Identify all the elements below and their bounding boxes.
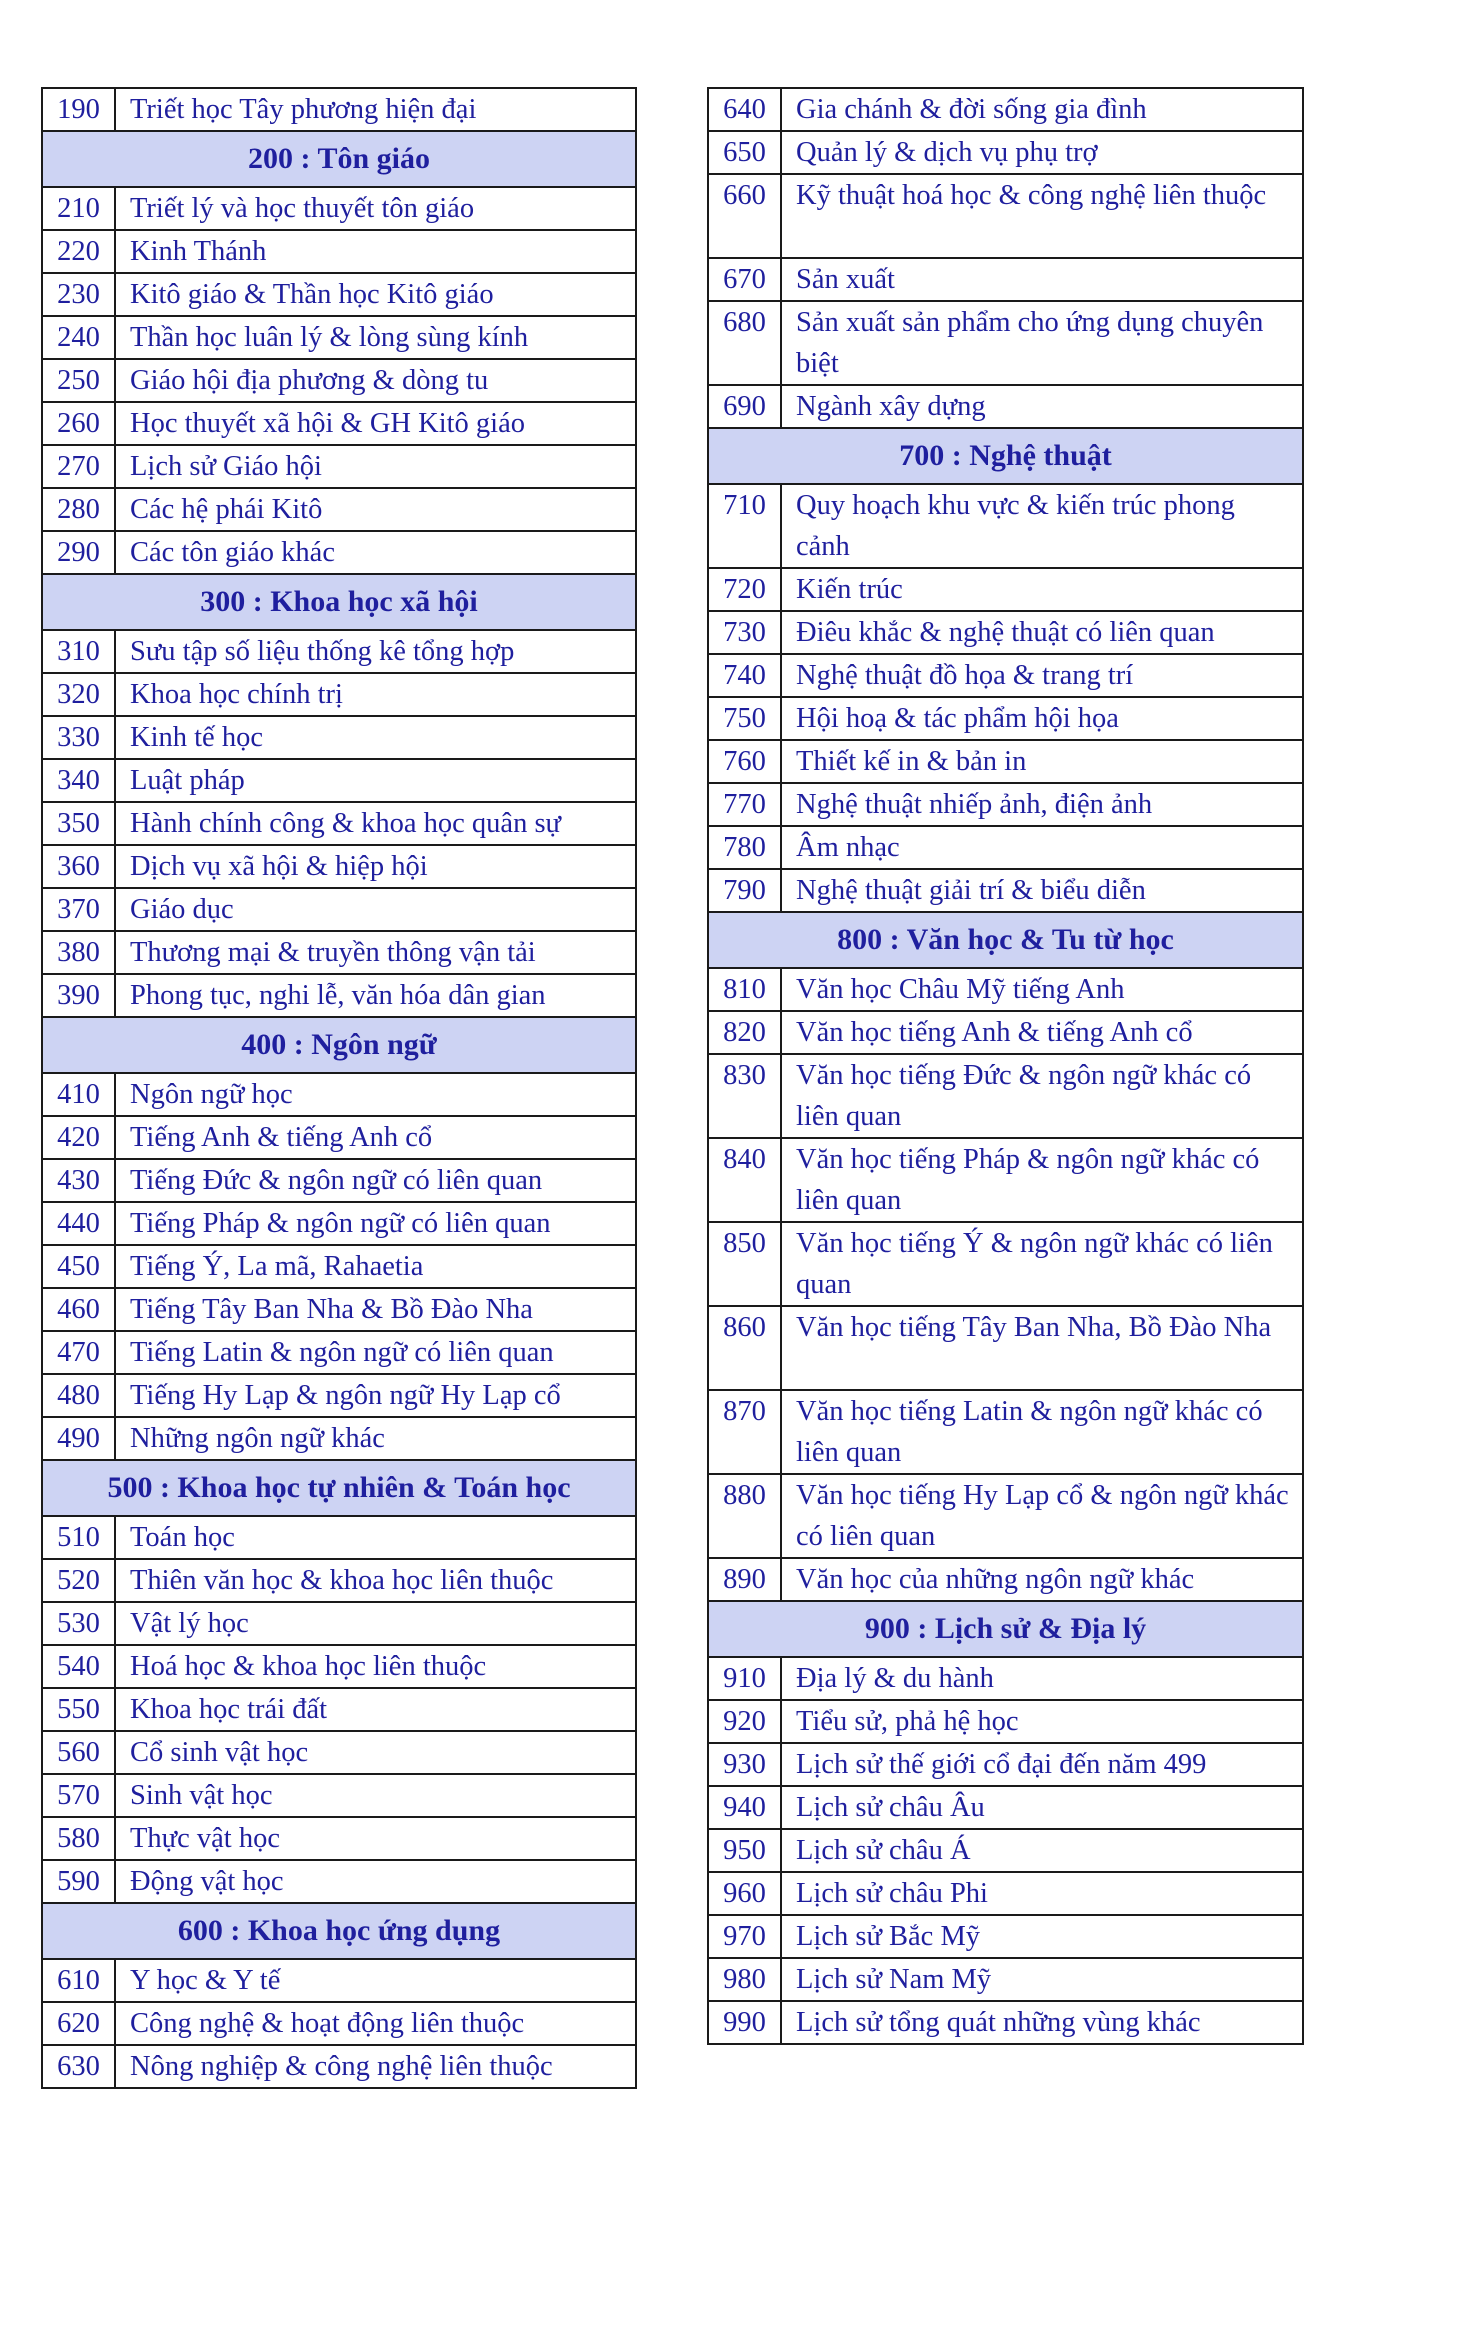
class-code: 320 [42,673,115,716]
class-code: 840 [708,1138,781,1222]
class-label: Lịch sử Bắc Mỹ [781,1915,1303,1958]
left-classification-table [41,87,637,2089]
classification-row [708,1657,1303,1700]
class-code: 380 [42,931,115,974]
classification-row [708,1915,1303,1958]
classification-row [42,888,636,931]
class-code: 890 [708,1558,781,1601]
class-code: 330 [42,716,115,759]
class-label: Âm nhạc [781,826,1303,869]
class-code: 450 [42,1245,115,1288]
class-label: Thực vật học [115,1817,636,1860]
class-code: 210 [42,187,115,230]
classification-row [708,740,1303,783]
class-label: Thương mại & truyền thông vận tải [115,931,636,974]
class-label: Sản xuất [781,258,1303,301]
class-label: Văn học tiếng Hy Lạp cổ & ngôn ngữ khác có liên quan [781,1474,1303,1558]
class-code: 710 [708,484,781,568]
classification-row [708,1138,1303,1222]
class-label: Tiếng Ý, La mã, Rahaetia [115,1245,636,1288]
class-label: Sinh vật học [115,1774,636,1817]
classification-row [708,385,1303,428]
class-label: Tiểu sử, phả hệ học [781,1700,1303,1743]
classification-row [42,1288,636,1331]
class-label: Văn học tiếng Anh & tiếng Anh cổ [781,1011,1303,1054]
class-code: 780 [708,826,781,869]
class-label: Văn học tiếng Pháp & ngôn ngữ khác có liên quan [781,1138,1303,1222]
classification-row [708,1474,1303,1558]
classification-row [42,716,636,759]
class-label: Văn học tiếng Latin & ngôn ngữ khác có liên quan [781,1390,1303,1474]
class-code: 860 [708,1306,781,1390]
class-code: 270 [42,445,115,488]
class-code: 480 [42,1374,115,1417]
class-code: 920 [708,1700,781,1743]
classification-row [42,230,636,273]
class-label: Hoá học & khoa học liên thuộc [115,1645,636,1688]
classification-row [42,1860,636,1903]
classification-row [42,759,636,802]
class-code: 820 [708,1011,781,1054]
class-label: Triết lý và học thuyết tôn giáo [115,187,636,230]
class-label: Địa lý & du hành [781,1657,1303,1700]
class-label: Tiếng Latin & ngôn ngữ có liên quan [115,1331,636,1374]
class-label: Lịch sử Nam Mỹ [781,1958,1303,2001]
class-label: Luật pháp [115,759,636,802]
classification-row [42,445,636,488]
section-header-row [42,1903,636,1959]
classification-row [42,488,636,531]
class-label: Nghệ thuật giải trí & biểu diễn [781,869,1303,912]
classification-row [708,484,1303,568]
class-code: 790 [708,869,781,912]
class-label: Kinh Thánh [115,230,636,273]
section-header: 300 : Khoa học xã hội [42,574,636,630]
class-label: Y học & Y tế [115,1959,636,2002]
class-code: 240 [42,316,115,359]
classification-row [708,2001,1303,2044]
class-label: Sưu tập số liệu thống kê tổng hợp [115,630,636,673]
class-label: Khoa học chính trị [115,673,636,716]
class-code: 910 [708,1657,781,1700]
class-label: Gia chánh & đời sống gia đình [781,88,1303,131]
class-label: Nông nghiệp & công nghệ liên thuộc [115,2045,636,2088]
class-label: Toán học [115,1516,636,1559]
section-header: 700 : Nghệ thuật [708,428,1303,484]
classification-row [42,931,636,974]
classification-row [42,316,636,359]
classification-row [42,402,636,445]
classification-row [708,1743,1303,1786]
section-header-row [42,1017,636,1073]
class-code: 430 [42,1159,115,1202]
section-header: 400 : Ngôn ngữ [42,1017,636,1073]
classification-row [708,654,1303,697]
classification-row [42,630,636,673]
class-code: 940 [708,1786,781,1829]
class-code: 280 [42,488,115,531]
class-code: 550 [42,1688,115,1731]
class-label: Thần học luân lý & lòng sùng kính [115,316,636,359]
class-code: 930 [708,1743,781,1786]
classification-row [708,1558,1303,1601]
class-code: 660 [708,174,781,258]
class-code: 530 [42,1602,115,1645]
class-code: 410 [42,1073,115,1116]
section-header-row [708,912,1303,968]
classification-row [708,568,1303,611]
class-code: 690 [708,385,781,428]
class-label: Lịch sử châu Á [781,1829,1303,1872]
class-label: Tiếng Hy Lạp & ngôn ngữ Hy Lạp cổ [115,1374,636,1417]
class-code: 760 [708,740,781,783]
classification-row [42,1374,636,1417]
classification-row [42,1073,636,1116]
section-header: 600 : Khoa học ứng dụng [42,1903,636,1959]
classification-row [42,1817,636,1860]
class-code: 560 [42,1731,115,1774]
classification-row [708,1958,1303,2001]
classification-row [708,1390,1303,1474]
class-label: Quản lý & dịch vụ phụ trợ [781,131,1303,174]
class-code: 830 [708,1054,781,1138]
class-label: Nghệ thuật nhiếp ảnh, điện ảnh [781,783,1303,826]
classification-row [42,1116,636,1159]
class-label: Ngành xây dựng [781,385,1303,428]
class-code: 350 [42,802,115,845]
class-label: Khoa học trái đất [115,1688,636,1731]
class-label: Điêu khắc & nghệ thuật có liên quan [781,611,1303,654]
classification-row [708,88,1303,131]
class-code: 670 [708,258,781,301]
classification-row [42,974,636,1017]
classification-row [708,1054,1303,1138]
section-header: 800 : Văn học & Tu từ học [708,912,1303,968]
classification-row [708,1786,1303,1829]
class-code: 750 [708,697,781,740]
left-classification-column [41,87,637,2089]
classification-row [708,1011,1303,1054]
class-label: Động vật học [115,1860,636,1903]
classification-row [708,1222,1303,1306]
class-label: Nghệ thuật đồ họa & trang trí [781,654,1303,697]
class-label: Ngôn ngữ học [115,1073,636,1116]
class-code: 470 [42,1331,115,1374]
class-code: 770 [708,783,781,826]
classification-row [42,1559,636,1602]
class-code: 310 [42,630,115,673]
section-header: 500 : Khoa học tự nhiên & Toán học [42,1460,636,1516]
class-code: 990 [708,2001,781,2044]
right-classification-column [707,87,1304,2045]
class-label: Lịch sử châu Phi [781,1872,1303,1915]
classification-row [42,2045,636,2088]
class-label: Các hệ phái Kitô [115,488,636,531]
class-code: 290 [42,531,115,574]
classification-row [42,845,636,888]
class-label: Phong tục, nghi lễ, văn hóa dân gian [115,974,636,1017]
class-code: 230 [42,273,115,316]
class-label: Vật lý học [115,1602,636,1645]
class-label: Văn học của những ngôn ngữ khác [781,1558,1303,1601]
classification-row [708,301,1303,385]
class-label: Quy hoạch khu vực & kiến trúc phong cảnh [781,484,1303,568]
class-code: 460 [42,1288,115,1331]
class-label: Các tôn giáo khác [115,531,636,574]
classification-row [708,1700,1303,1743]
class-label: Văn học tiếng Đức & ngôn ngữ khác có liên quan [781,1054,1303,1138]
classification-row [42,1774,636,1817]
section-header-row [708,428,1303,484]
classification-row [708,869,1303,912]
class-label: Kỹ thuật hoá học & công nghệ liên thuộc [781,174,1303,258]
section-header-row [42,131,636,187]
classification-row [42,531,636,574]
class-label: Văn học Châu Mỹ tiếng Anh [781,968,1303,1011]
class-code: 620 [42,2002,115,2045]
class-label: Cổ sinh vật học [115,1731,636,1774]
section-header-row [42,574,636,630]
class-code: 520 [42,1559,115,1602]
class-label: Triết học Tây phương hiện đại [115,88,636,131]
class-code: 970 [708,1915,781,1958]
classification-row [708,783,1303,826]
class-label: Giáo hội địa phương & dòng tu [115,359,636,402]
class-code: 190 [42,88,115,131]
class-code: 610 [42,1959,115,2002]
class-label: Tiếng Pháp & ngôn ngữ có liên quan [115,1202,636,1245]
classification-row [708,1306,1303,1390]
classification-row [42,1602,636,1645]
class-label: Sản xuất sản phẩm cho ứng dụng chuyên biệt [781,301,1303,385]
classification-row [42,1331,636,1374]
classification-row [42,88,636,131]
class-code: 870 [708,1390,781,1474]
class-label: Lịch sử Giáo hội [115,445,636,488]
class-code: 950 [708,1829,781,1872]
class-code: 740 [708,654,781,697]
class-code: 360 [42,845,115,888]
class-label: Những ngôn ngữ khác [115,1417,636,1460]
class-label: Công nghệ & hoạt động liên thuộc [115,2002,636,2045]
class-code: 980 [708,1958,781,2001]
class-code: 720 [708,568,781,611]
classification-row [708,611,1303,654]
classification-row [42,1688,636,1731]
classification-row [42,1959,636,2002]
class-code: 850 [708,1222,781,1306]
classification-row [42,1159,636,1202]
class-label: Hành chính công & khoa học quân sự [115,802,636,845]
class-label: Lịch sử thế giới cổ đại đến năm 499 [781,1743,1303,1786]
section-header-row [708,1601,1303,1657]
class-label: Dịch vụ xã hội & hiệp hội [115,845,636,888]
class-code: 580 [42,1817,115,1860]
class-code: 960 [708,1872,781,1915]
classification-row [42,187,636,230]
class-code: 730 [708,611,781,654]
class-label: Tiếng Tây Ban Nha & Bồ Đào Nha [115,1288,636,1331]
classification-row [708,174,1303,258]
classification-row [42,1202,636,1245]
class-label: Kinh tế học [115,716,636,759]
class-label: Thiên văn học & khoa học liên thuộc [115,1559,636,1602]
classification-row [708,1829,1303,1872]
class-label: Tiếng Anh & tiếng Anh cổ [115,1116,636,1159]
classification-row [42,1645,636,1688]
class-label: Giáo dục [115,888,636,931]
section-header: 200 : Tôn giáo [42,131,636,187]
classification-row [42,802,636,845]
class-label: Hội hoạ & tác phẩm hội họa [781,697,1303,740]
classification-row [708,131,1303,174]
class-code: 630 [42,2045,115,2088]
classification-row [42,673,636,716]
class-code: 220 [42,230,115,273]
class-code: 590 [42,1860,115,1903]
class-code: 640 [708,88,781,131]
class-label: Kiến trúc [781,568,1303,611]
classification-row [708,968,1303,1011]
section-header-row [42,1460,636,1516]
class-label: Kitô giáo & Thần học Kitô giáo [115,273,636,316]
classification-row [708,697,1303,740]
class-label: Lịch sử châu Âu [781,1786,1303,1829]
class-code: 440 [42,1202,115,1245]
classification-row [42,1516,636,1559]
classification-row [42,1417,636,1460]
classification-row [708,826,1303,869]
class-code: 340 [42,759,115,802]
class-code: 490 [42,1417,115,1460]
class-label: Học thuyết xã hội & GH Kitô giáo [115,402,636,445]
class-code: 650 [708,131,781,174]
right-classification-table [707,87,1304,2045]
class-code: 420 [42,1116,115,1159]
classification-row [42,2002,636,2045]
classification-row [42,273,636,316]
class-label: Văn học tiếng Ý & ngôn ngữ khác có liên quan [781,1222,1303,1306]
class-label: Văn học tiếng Tây Ban Nha, Bồ Đào Nha [781,1306,1303,1390]
class-label: Tiếng Đức & ngôn ngữ có liên quan [115,1159,636,1202]
classification-row [708,258,1303,301]
class-code: 540 [42,1645,115,1688]
class-code: 390 [42,974,115,1017]
class-code: 680 [708,301,781,385]
class-code: 250 [42,359,115,402]
classification-row [42,1731,636,1774]
classification-row [708,1872,1303,1915]
class-label: Lịch sử tổng quát những vùng khác [781,2001,1303,2044]
class-code: 810 [708,968,781,1011]
class-code: 880 [708,1474,781,1558]
class-code: 570 [42,1774,115,1817]
classification-row [42,1245,636,1288]
section-header: 900 : Lịch sử & Địa lý [708,1601,1303,1657]
class-label: Thiết kế in & bản in [781,740,1303,783]
class-code: 260 [42,402,115,445]
class-code: 370 [42,888,115,931]
class-code: 510 [42,1516,115,1559]
classification-row [42,359,636,402]
